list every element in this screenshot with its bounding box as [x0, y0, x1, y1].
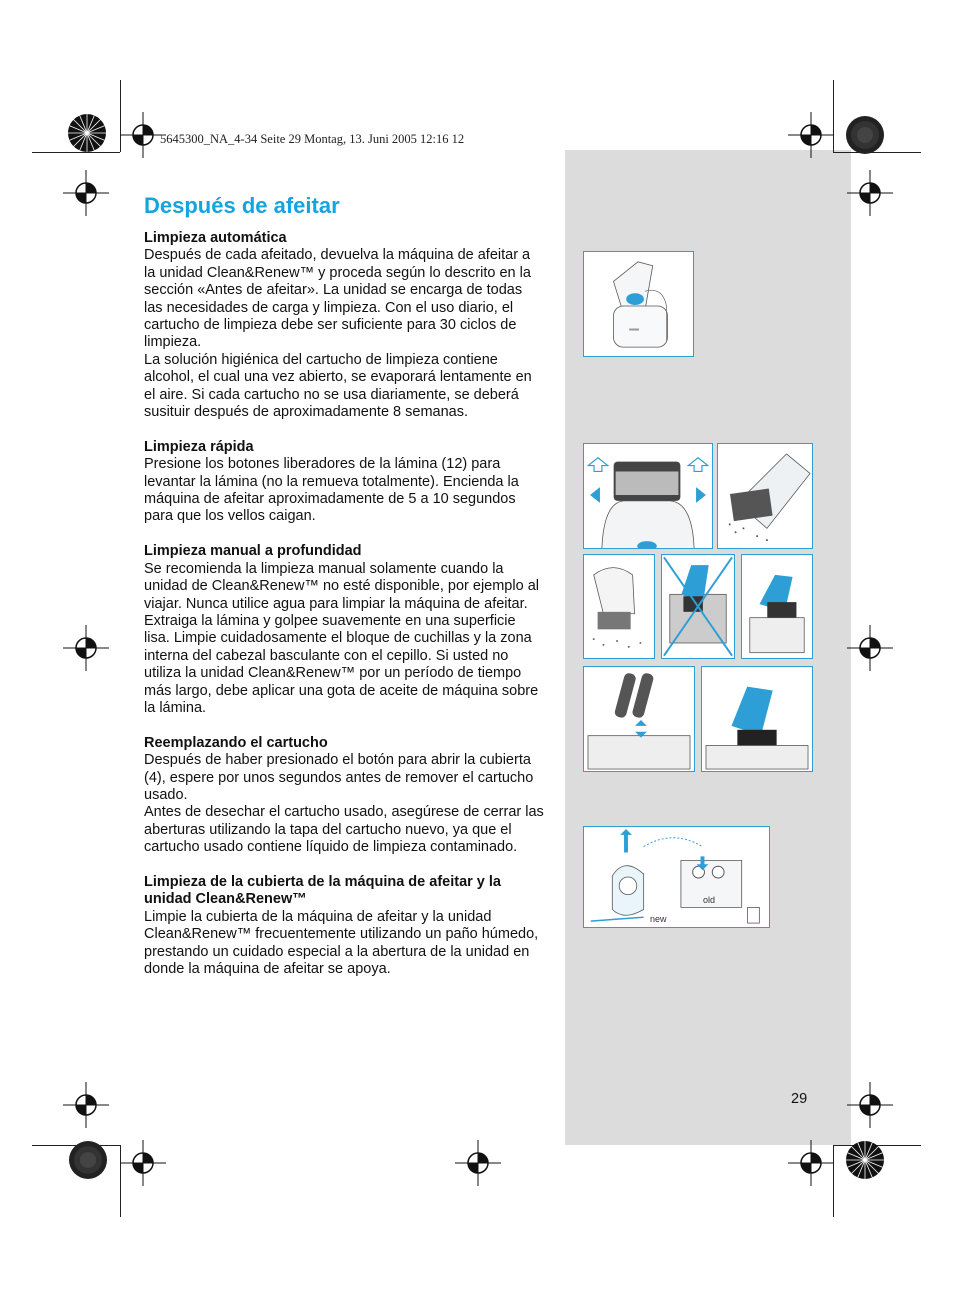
registration-mark-icon — [455, 1140, 501, 1186]
main-content — [144, 230, 544, 996]
paragraph: Después de cada afeitado, devuelva la máquina de afeitar a la unidad Clean&Renew™ y proceda según lo descrito en la sección «Antes de afeitar». La unidad se encarga de todas las necesidades de carga y limpieza. Con el uso diario, el cartucho de limpieza debe ser suficiente para 30 ciclos de limpieza. — [144, 247, 531, 351]
section-heading: Limpieza manual a profundidad — [144, 543, 362, 560]
page-number: 29 — [791, 1091, 808, 1107]
registration-mark-icon — [847, 625, 893, 671]
registration-mark-icon — [788, 112, 834, 158]
paragraph: Se recomienda la limpieza manual solamente cuando la unidad de Clean&Renew™ no esté disponible, por ejemplo al viajar. Nunca utilice agua para limpiar la máquina de afeitar. — [144, 560, 539, 612]
section-heading: Reemplazando el cartucho — [144, 734, 328, 751]
paragraph: Presione los botones liberadores de la lámina (12) para levantar la lámina (no la remueva totalmente). Encienda la máquina de afeitar aproximadamente de 5 a 10 segundos para que los vellos caigan. — [144, 456, 519, 525]
figure-cartridge-replacement — [583, 826, 770, 928]
print-job-header: 5645300_NA_4-34 Seite 29 Montag, 13. Juni 2005 12:16 12 — [160, 132, 465, 146]
paragraph: Antes de desechar el cartucho usado, asegúrese de cerrar las aberturas utilizando la tapa del cartucho nuevo, ya que el cartucho usado contiene líquido de limpieza contaminado. — [144, 804, 544, 856]
registration-mark-icon — [788, 1140, 834, 1186]
section-replacing-cartridge — [144, 735, 544, 857]
section-automatic-cleaning — [144, 230, 544, 421]
section-housing-cleaning — [144, 874, 544, 978]
registration-mark-icon — [120, 1140, 166, 1186]
section-heading: Limpieza automática — [144, 230, 287, 246]
registration-mark-icon — [847, 170, 893, 216]
figure-brush-shaver-head — [701, 666, 813, 772]
registration-mark-icon — [63, 1082, 109, 1128]
registration-mark-icon — [63, 625, 109, 671]
figure-cutter-blocks — [583, 666, 695, 772]
figure-brush-cutter-block — [741, 554, 813, 659]
page-title: Después de afeitar — [144, 193, 340, 218]
color-target-icon — [845, 115, 885, 155]
section-manual-cleaning — [144, 543, 544, 717]
section-quick-cleaning — [144, 439, 544, 526]
label-new: new — [650, 914, 667, 924]
paragraph: La solución higiénica del cartucho de limpieza contiene alcohol, el cual una vez abierto, se evaporará lentamente en el aire. Si cada cartucho no se usa diariamente, se deberá susituir después de aproximadamente 8 semanas. — [144, 351, 532, 421]
color-target-icon — [68, 1140, 108, 1180]
figure-shaver-running — [717, 443, 813, 549]
section-heading: Limpieza rápida — [144, 438, 254, 455]
label-old: old — [703, 895, 716, 905]
figure-shaver-in-cleaning-station — [583, 251, 694, 357]
paragraph: Limpie la cubierta de la máquina de afeitar y la unidad Clean&Renew™ frecuentemente utilizando un paño húmedo, prestando un cuidado especial a la abertura de la unidad en donde la máquina de afeitar se apoya. — [144, 908, 539, 977]
registration-mark-icon — [847, 1082, 893, 1128]
section-heading: Limpieza de la cubierta de la máquina de afeitar y la unidad Clean&Renew™ — [144, 873, 501, 908]
figure-do-not-brush-foil — [661, 554, 735, 659]
paragraph: Después de haber presionado el botón para abrir la cubierta (4), espere por unos segundos antes de remover el cartucho usado. — [144, 752, 534, 803]
star-target-icon — [845, 1140, 885, 1180]
paragraph: Extraiga la lámina y golpee suavemente en una superficie lisa. Limpie cuidadosamente el bloque de cuchillas y la zona interna del cabezal basculante con el cepillo. Si usted no utiliza la unidad Clean&Renew™ por un período de tiempo más largo, debe aplicar una gota de aceite de máquina sobre la lámina. — [144, 612, 539, 716]
registration-mark-icon — [63, 170, 109, 216]
star-target-icon — [67, 113, 107, 153]
figure-tap-foil — [583, 554, 655, 659]
figure-foil-release — [583, 443, 713, 549]
